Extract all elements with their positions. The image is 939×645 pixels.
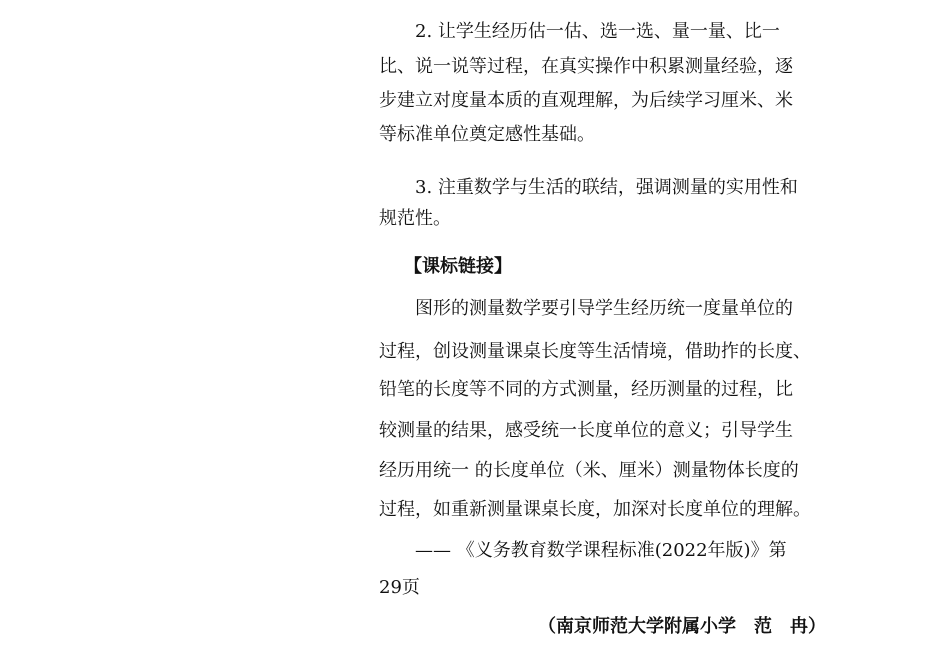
standard-line-3: 铅笔的长度等不同的方式测量，经历测量的过程，比: [379, 379, 793, 400]
standard-line-5: 经历用统一 的长度单位（米、厘米）测量物体长度的: [379, 460, 799, 481]
item3-line-2: 规范性。: [379, 208, 451, 229]
section-heading: 【课标链接】: [404, 256, 512, 277]
standard-line-1: 图形的测量数学要引导学生经历统一度量单位的: [415, 298, 793, 319]
item2-line-4: 等标准单位奠定感性基础。: [379, 124, 595, 145]
item2-line-2: 比、说一说等过程，在真实操作中积累测量经验，逐: [379, 56, 793, 77]
standard-line-2: 过程，创设测量课桌长度等生活情境，借助拃的长度、: [379, 341, 811, 362]
author-attribution: （南京师范大学附属小学 范 冉）: [538, 616, 826, 637]
standard-line-4: 较测量的结果，感受统一长度单位的意义；引导学生: [379, 420, 793, 441]
citation-line-1: —— 《义务教育数学课程标准(2022年版)》第: [415, 540, 787, 561]
item2-line-3: 步建立对度量本质的直观理解，为后续学习厘米、米: [379, 90, 793, 111]
standard-line-6: 过程，如重新测量课桌长度，加深对长度单位的理解。: [379, 499, 811, 520]
citation-line-2: 29页: [379, 577, 420, 598]
item2-line-1: 2. 让学生经历估一估、选一选、量一量、比一: [415, 21, 780, 42]
item3-line-1: 3. 注重数学与生活的联结，强调测量的实用性和: [415, 177, 798, 198]
